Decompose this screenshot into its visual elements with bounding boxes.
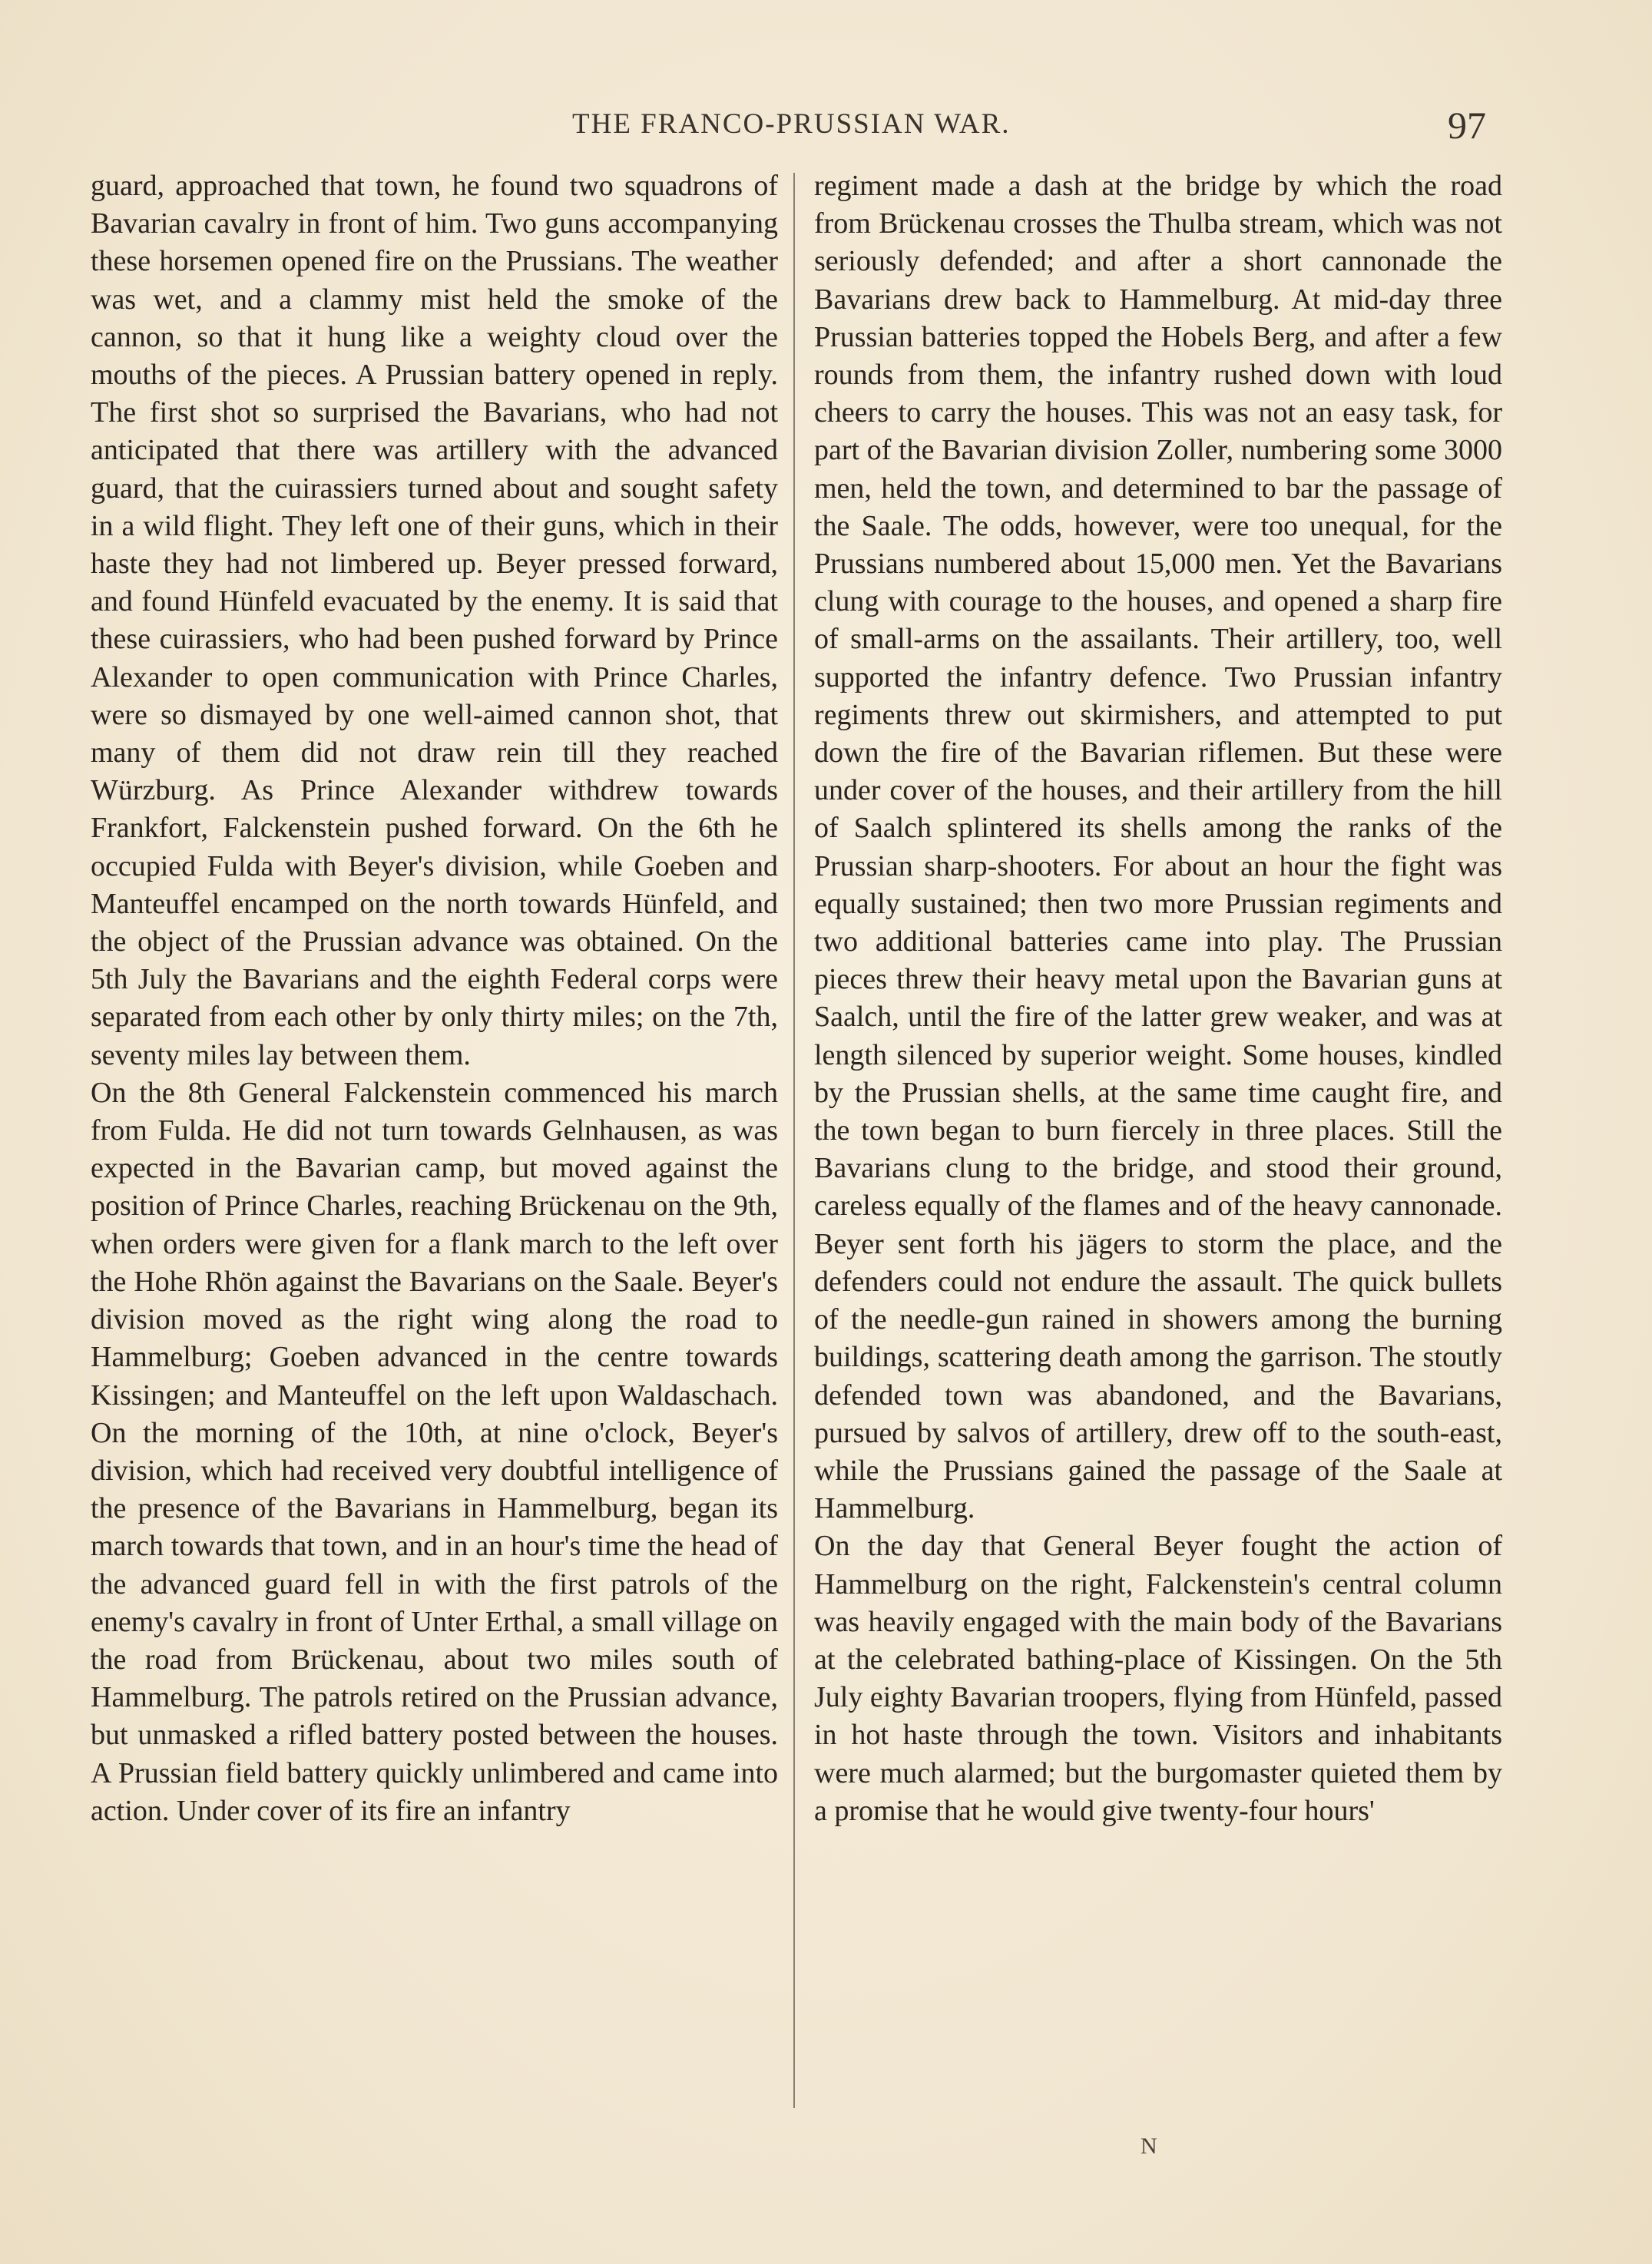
column-divider [793,173,795,2108]
paragraph: On the 8th General Falckenstein commenced his march from Fulda. He did not turn towards Gelnhausen, as was expected in the Bavarian camp, but moved against the position of Prince Charles, reaching Brückenau on the 9th, when orders were given for a flank march to the left over the Hohe Rhön against the Bavarians on the Saale. Beyer's division moved as the right wing along the road to Hammelburg; Goeben advanced in the centre towards Kissingen; and Manteuffel on the left upon Waldaschach. On the morning of the 10th, at nine o'clock, Beyer's division, which had received very doubtful intelligence of the presence of the Bavarians in Hammelburg, began its march towards that town, and in an hour's time the head of the advanced guard fell in with the first patrols of the enemy's cavalry in front of Unter Erthal, a small village on the road from Brückenau, about two miles south of Hammelburg. The patrols retired on the Prussian advance, but unmasked a rifled battery posted between the houses. A Prussian field battery quickly unlimbered and came into action. Under cover of its fire an infantry [91,1076,778,1827]
left-column [91,167,778,1830]
running-title: THE FRANCO-PRUSSIAN WAR. [572,108,1011,140]
paragraph: regiment made a dash at the bridge by which the road from Brückenau crosses the Thulba stream, which was not seriously defended; and after a short cannonade the Bavarians drew back to Hammelburg. At mid-day three Prussian batteries topped the Hobels Berg, and after a few rounds from them, the infantry rushed down with loud cheers to carry the houses. This was not an easy task, for part of the Bavarian division Zoller, numbering some 3000 men, held the town, and determined to bar the passage of the Saale. The odds, however, were too unequal, for the Prussians numbered about 15,000 men. Yet the Bavarians clung with courage to the houses, and opened a sharp fire of small-arms on the assailants. Their artillery, too, well supported the infantry defence. Two Prussian infantry regiments threw out skirmishers, and attempted to put down the fire of the Bavarian riflemen. But these were under cover of the houses, and their artillery from the hill of Saalch splintered its shells among the ranks of the Prussian sharp-shooters. For about an hour the fight was equally sustained; then two more Prussian regiments and two additional batteries came into play. The Prussian pieces threw their heavy metal upon the Bavarian guns at Saalch, until the fire of the latter grew weaker, and was at length silenced by superior weight. Some houses, kindled by the Prussian shells, at the same time caught fire, and the town began to burn fiercely in three places. Still the Bavarians clung to the bridge, and stood their ground, careless equally of the flames and of the heavy cannonade. Beyer sent forth his jägers to storm the place, and the defenders could not endure the assault. The quick bullets of the needle-gun rained in showers among the burning buildings, scattering death among the garrison. The stoutly defended town was abandoned, and the Bavarians, pursued by salvos of artillery, drew off to the south-east, while the Prussians gained the passage of the Saale at Hammelburg. [814,170,1502,1525]
signature-mark: N [1141,2133,1157,2159]
paragraph: On the day that General Beyer fought the action of Hammelburg on the right, Falckenstein's central column was heavily engaged with the main body of the Bavarians at the celebrated bathing-place of Kissingen. On the 5th July eighty Bavarian troopers, flying from Hünfeld, passed in hot haste through the town. Visitors and inhabitants were much alarmed; but the burgomaster quieted them by a promise that he would give twenty-four hours' [814,1530,1502,1827]
page-number: 97 [1448,104,1486,147]
paragraph: guard, approached that town, he found two squadrons of Bavarian cavalry in front of him. Two guns accompanying these horsemen opened fire on the Prussians. The weather was wet, and a clammy mist held the smoke of the cannon, so that it hung like a weighty cloud over the mouths of the pieces. A Prussian battery opened in reply. The first shot so surprised the Bavarians, who had not anticipated that there was artillery with the advanced guard, that the cuirassiers turned about and sought safety in a wild flight. They left one of their guns, which in their haste they had not limbered up. Beyer pressed forward, and found Hünfeld evacuated by the enemy. It is said that these cuirassiers, who had been pushed forward by Prince Alexander to open communication with Prince Charles, were so dismayed by one well-aimed cannon shot, that many of them did not draw rein till they reached Würzburg. As Prince Alexander withdrew towards Frankfort, Falckenstein pushed forward. On the 6th he occupied Fulda with Beyer's division, while Goeben and Manteuffel encamped on the north towards Hünfeld, and the object of the Prussian advance was obtained. On the 5th July the Bavarians and the eighth Federal corps were separated from each other by only thirty miles; on the 7th, seventy miles lay between them. [91,170,778,1071]
right-column [814,167,1502,1830]
